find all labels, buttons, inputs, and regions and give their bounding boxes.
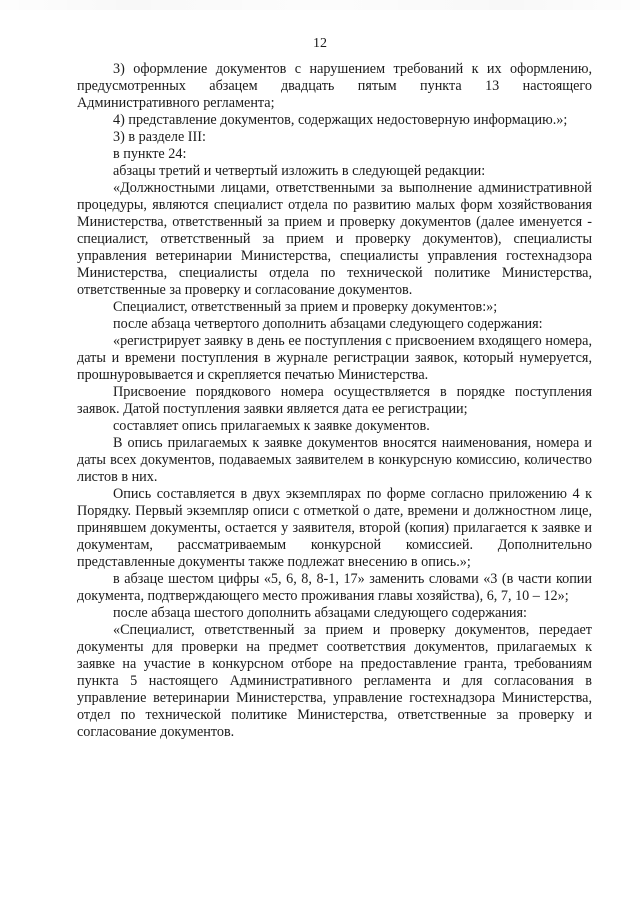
paragraph-12: В опись прилагаемых к заявке документов вносятся наименования, номера и даты всех документов, подаваемых заявителем в конкурсную комиссию, количество листов в них. [77,435,592,485]
paragraph-7: Специалист, ответственный за прием и проверку документов:»; [113,299,498,315]
page-number: 12 [313,36,327,51]
paragraph-9: «регистрирует заявку в день ее поступления с присвоением входящего номера, даты и времени поступления в журнале регистрации заявок, который нумеруется, прошнуровывается и скрепляется печатью Министерства. [77,333,592,383]
paragraph-8: после абзаца четвертого дополнить абзацами следующего содержания: [113,316,543,332]
paragraph-16: «Специалист, ответственный за прием и проверку документов, передает документы для проверки на предмет соответствия документов, прилагаемых к заявке на участие в конкурсном отборе на предоставление гранта, требованиям пункта 5 настоящего Административного регламента и для согласования в управление ветеринарии Министерства, управление гостехнадзора Министерства, отдел по технической политике Министерства, ответственные за проверку и согласование документов. [77,622,592,740]
paragraph-4: в пункте 24: [113,146,187,162]
paragraph-15: после абзаца шестого дополнить абзацами следующего содержания: [113,605,527,621]
paragraph-1: 3) оформление документов с нарушением требований к их оформлению, предусмотренных абзацем двадцать пятым пункта 13 настоящего Административного регламента; [77,61,592,111]
paragraph-11: составляет опись прилагаемых к заявке документов. [113,418,430,434]
paragraph-3: 3) в разделе III: [113,129,206,145]
paragraph-2: 4) представление документов, содержащих недостоверную информацию.»; [113,112,568,128]
paragraph-6: «Должностными лицами, ответственными за выполнение административной процедуры, являются специалист отдела по развитию малых форм хозяйствования Министерства, ответственный за прием и проверку документов (далее именуется - специалист, ответственный за прием и проверку документов), специалисты управления ветеринарии Министерства, специалисты управления гостехнадзора Министерства, специалисты отдела по технической политике Министерства, ответственные за проверку и согласование документов. [77,180,592,298]
document-body [77,61,592,741]
paragraph-5: абзацы третий и четвертый изложить в следующей редакции: [113,163,486,179]
scan-edge-noise [0,0,640,10]
paragraph-14: в абзаце шестом цифры «5, 6, 8, 8-1, 17» заменить словами «3 (в части копии документа, подтверждающего место проживания главы хозяйства), 6, 7, 10 – 12»; [77,571,592,604]
paragraph-13: Опись составляется в двух экземплярах по форме согласно приложению 4 к Порядку. Первый экземпляр описи с отметкой о дате, времени и должностном лице, принявшем документы, остается у заявителя, второй (копия) прилагается к заявке и документам, рассматриваемым конкурсной комиссией. Дополнительно представленные документы также подлежат внесению в опись.»; [77,486,592,570]
paragraph-10: Присвоение порядкового номера осуществляется в порядке поступления заявок. Датой поступления заявки является дата ее регистрации; [77,384,592,417]
